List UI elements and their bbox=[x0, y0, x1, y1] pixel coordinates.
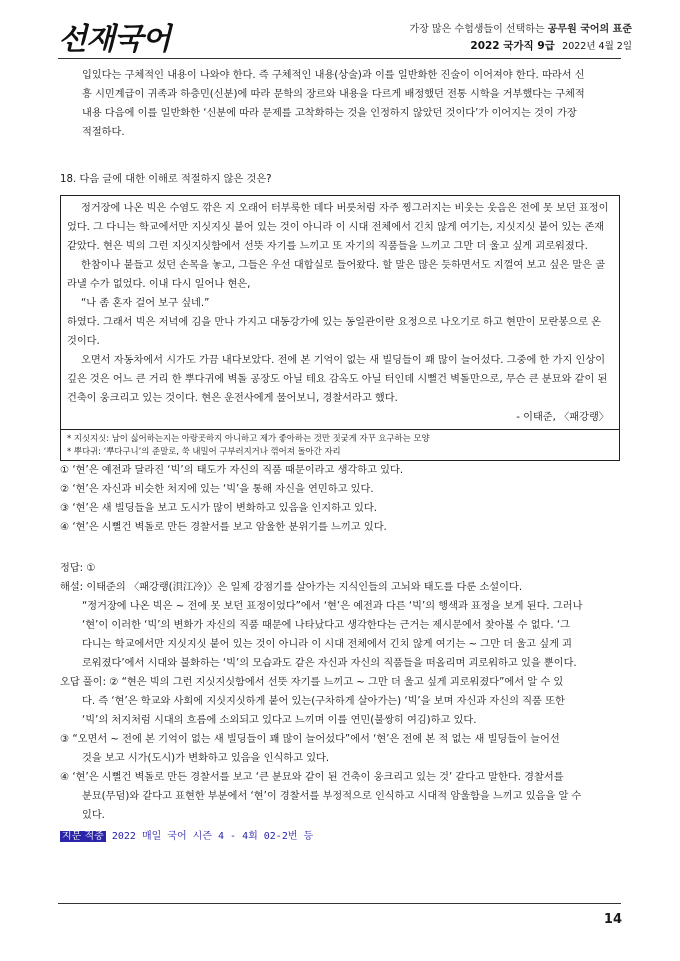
passage-paragraph: 하였다. 그래서 빅은 저녁에 김을 만나 가지고 대동강가에 있는 동일관이란 요정으로 나오기로 하고 현만이 모란봉으로 온 것이다. bbox=[67, 317, 602, 347]
footer-divider bbox=[58, 903, 621, 904]
header-tagline bbox=[409, 20, 632, 35]
wrong-answers-rest bbox=[60, 730, 620, 825]
page-content bbox=[60, 66, 620, 846]
explanation-line: 로워졌다’에서 시대와 불화하는 ‘빅’의 모습과도 같은 자신과 자신의 직품들을 떠올리며 괴로워하고 있을 뿐이다. bbox=[82, 658, 577, 669]
passage-source: - 이태준, 〈패강랭〉 bbox=[516, 412, 609, 423]
wrong-answers-intro: 오답 풀이: ② “현은 빅의 그런 지싯지싯함에서 선뜻 자기를 느끼고 ~ 그만 더 울고 싶게 괴로워졌다”에서 알 수 있 bbox=[60, 677, 564, 688]
tagline-prefix: 가장 많은 수험생들이 선택하는 bbox=[409, 24, 545, 35]
wrong-answers-body bbox=[60, 692, 620, 730]
question-stem: 18. 다음 글에 대한 이해로 적절하지 않은 것은? bbox=[60, 174, 272, 185]
source-tag: 지문 적중 bbox=[62, 831, 104, 842]
page-header bbox=[0, 0, 680, 62]
passage-box bbox=[60, 195, 620, 430]
source-reference bbox=[60, 827, 620, 846]
exam-date: 2022년 4월 2일 bbox=[562, 41, 632, 52]
wrong-line: 분묘(무덤)와 같다고 표현한 부분에서 ‘현’이 경찰서를 부정적으로 인식하고 시대적 암울함을 느끼고 있음을 알 수 bbox=[82, 791, 582, 802]
continuation-line: 입있다는 구체적인 내용이 나와야 한다. 즉 구체적인 내용(상술)과 이를 일반화한 진술이 이어져야 한다. 따라서 신 bbox=[82, 70, 585, 81]
answer-section bbox=[60, 559, 620, 846]
explanation-line: ‘현’이 이러한 ‘빅’의 변화가 자신의 직품 때문에 나타났다고 생각한다는 근거는 제시문에서 찾아볼 수 없다. ‘그 bbox=[82, 620, 570, 631]
explanation-body bbox=[60, 597, 620, 673]
choice-4: ④ ‘현’은 시뻘건 벽돌로 만든 경찰서를 보고 암울한 분위기를 느끼고 있다. bbox=[60, 522, 387, 533]
choice-2: ② ‘현’은 자신과 비슷한 처지에 있는 ‘빅’을 통해 자신을 연민하고 있다. bbox=[60, 484, 374, 495]
exam-name: 2022 국가직 9급 bbox=[470, 40, 555, 52]
passage-paragraph: 오면서 자동차에서 시가도 가끔 내다보았다. 전에 본 기억이 없는 새 빌딩들이 꽤 많이 늘어섰다. 그중에 한 가지 인상이 깊은 것은 어느 큰 거리 한 뿌다귀에 벽돌 공장도 아닐 테요 감옥도 아닐 터인데 시뻘건 벽돌만으로, 무슨 큰 분묘와 같이 된 건축이 웅크리고 있는 것이다. 현은 운전사에게 물어보니, 경찰서라고 했다. bbox=[67, 355, 608, 404]
explanation-intro: 해설: 이태준의 〈패강랭(浿江冷)〉은 일제 강점기를 살아가는 지식인들의 고뇌와 태도를 다룬 소설이다. bbox=[60, 582, 523, 593]
choice-3: ③ ‘현’은 새 빌딩들을 보고 도시가 많이 변화하고 있음을 인지하고 있다. bbox=[60, 503, 377, 514]
header-divider bbox=[58, 58, 621, 59]
passage-paragraph: 한참이나 붙들고 섰던 손목을 놓고, 그들은 우선 대합실로 들어왔다. 할 말은 많은 듯하면서도 지껄여 보고 싶은 말은 골라낼 수가 없었다. 이내 다시 일어나 현은, bbox=[67, 260, 606, 290]
continuation-text bbox=[60, 66, 620, 142]
continuation-line: 흥 시민계급이 귀족과 하층민(신분)에 따라 문학의 장르와 내용을 다르게 배정했던 전통 시학을 거부했다는 구체적 bbox=[82, 89, 585, 100]
tagline-bold: 공무원 국어의 표준 bbox=[547, 24, 632, 35]
explanation-line: “정거장에 나온 빅은 ~ 전에 못 보던 표정이었다”에서 ‘현’은 예전과 다른 ‘빅’의 행색과 표정을 보게 된다. 그러나 bbox=[82, 601, 583, 612]
note-item: * 뿌다귀: ‘뿌다구니’의 준말로, 쑥 내밀어 구부러지거나 꺾어져 돌아간 자리 bbox=[67, 446, 341, 456]
page-number: 14 bbox=[603, 912, 622, 927]
passage-notes bbox=[60, 430, 620, 461]
wrong-line: 것을 보고 시가(도시)가 변화하고 있음을 인식하고 있다. bbox=[82, 753, 330, 764]
choice-1: ① ‘현’은 예전과 달라진 ‘빅’의 태도가 자신의 직품 때문이라고 생각하고 있다. bbox=[60, 465, 404, 476]
passage-paragraph: “나 좀 혼자 걸어 보구 싶네.” bbox=[81, 298, 210, 309]
wrong-line: 다. 즉 ‘현’은 학교와 사회에 지싯지싯하게 붙어 있는(구차하게 살아가는) ‘빅’을 보며 자신과 자신의 직품 또한 bbox=[82, 696, 565, 707]
continuation-line: 내용 다음에 이를 일반화한 ‘신분에 따라 문제를 고착화하는 것을 인정하지 않았던 것이다’가 이어지는 것이 가장 bbox=[82, 108, 577, 119]
exam-info bbox=[470, 38, 632, 53]
source-text: 2022 매일 국어 시즌 4 - 4회 02-2번 등 bbox=[111, 831, 314, 842]
choices-list bbox=[60, 461, 620, 537]
explanation-line: 다니는 학교에서만 지싯지싯 붙어 있는 것이 아니라 이 시대 전체에서 긴치 않게 여기는 ~ 그만 더 울고 싶게 괴 bbox=[82, 639, 572, 650]
continuation-line: 적절하다. bbox=[82, 127, 125, 138]
note-item: * 지싯지싯: 남이 싫어하는지는 아랑곳하지 아니하고 제가 좋아하는 것만 짓궂게 자꾸 요구하는 모양 bbox=[67, 433, 430, 443]
wrong-line: ‘빅’의 처지처럼 시대의 흐름에 소외되고 있다고 느끼며 이를 연민(불쌍히 여김)하고 있다. bbox=[82, 715, 477, 726]
brand-logo: 선재국어 bbox=[58, 22, 170, 57]
answer-label: 정답: ① bbox=[60, 563, 96, 574]
wrong-line: ④ ‘현’은 시뻘건 벽돌로 만든 경찰서를 보고 ‘큰 분묘와 같이 된 건축이 웅크리고 있는 것’ 같다고 말한다. 경찰서를 bbox=[60, 772, 564, 783]
wrong-line: 있다. bbox=[82, 810, 105, 821]
wrong-line: ③ “오면서 ~ 전에 본 기억이 없는 새 빌딩들이 꽤 많이 늘어섰다”에서 ‘현’은 전에 본 적 없는 새 빌딩들이 늘어선 bbox=[60, 734, 560, 745]
passage-paragraph: 정거장에 나온 빅은 수염도 깎은 지 오래어 터부룩한 데다 버릇처럼 자주 찡그러지는 비웃는 웃음은 전에 못 보던 표정이었다. 그 다니는 학교에서만 지싯지싯 붙어 있는 것이 아니라 이 시대 전체에서 긴치 않게 여기는, 지싯지싯 붙어 있는 존재 같았다. 현은 빅의 그런 지싯지싯함에서 선뜻 자기를 느끼고 또 자기의 직품들을 느끼고 그만 더 울고 싶게 괴로워졌다. bbox=[67, 203, 609, 252]
